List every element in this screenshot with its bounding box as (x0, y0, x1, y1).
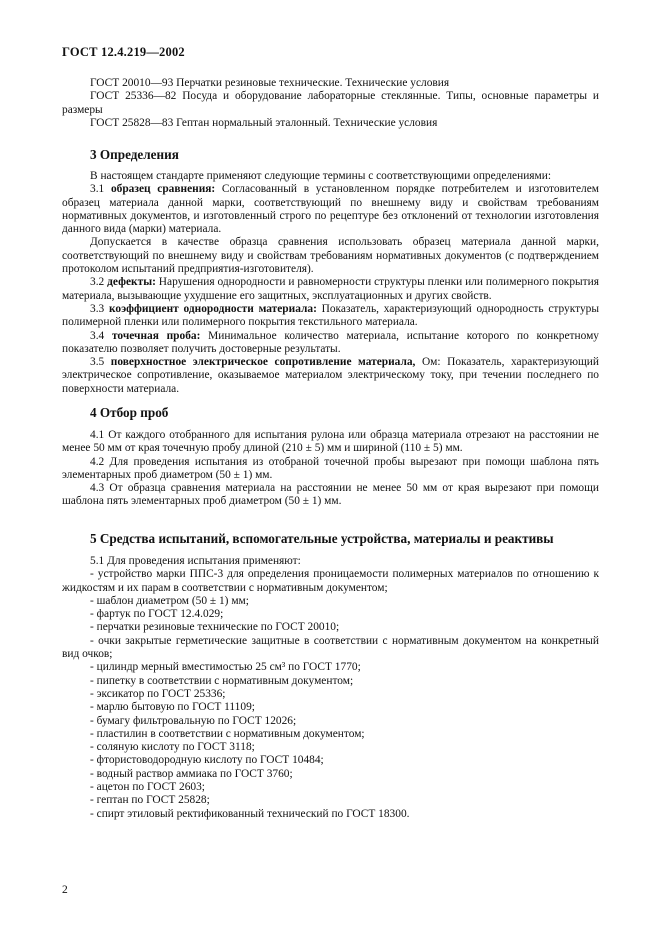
page-number: 2 (62, 884, 68, 896)
definition-text: Нарушения однородности и равномерности структуры пленки или полимерного покрытия материала, вызывающие ухудшение его защитных, эксплуатационных и других свойств. (62, 276, 599, 302)
definition-text: Минимальное количество материала, испытание которого по конкретному показателю позволяет получить достоверные результаты. (62, 329, 599, 355)
clause-4-1: 4.1 От каждого отобранного для испытания рулона или образца материала отрезают на расстоянии не менее 50 мм от края точечную пробу длиной (210 ± 5) мм и шириной (110 ± 5) мм. (62, 429, 599, 455)
definition-number: 3.2 (90, 276, 105, 289)
list-item: - соляную кислоту по ГОСТ 3118; (90, 741, 255, 754)
definition-number: 3.1 (90, 183, 105, 196)
definition-3-1 (62, 183, 599, 236)
section-3-body (62, 170, 599, 396)
definition-text: Ом: Показатель, характеризующий электрическое сопротивление, оказываемое материалом электрическому току, при течении последнего по поверхности материала. (62, 356, 599, 395)
list-item: - марлю бытовую по ГОСТ 11109; (90, 701, 255, 714)
reference-item: ГОСТ 25828—83 Гептан нормальный эталонный. Технические условия (90, 116, 438, 129)
list-item: - эксикатор по ГОСТ 25336; (90, 687, 226, 700)
list-item: - очки закрытые герметические защитные в соответствии с нормативным документом на конкретный вид очков; (62, 634, 599, 661)
list-item: - фтористоводородную кислоту по ГОСТ 10484; (90, 754, 324, 767)
section-5-body (62, 555, 599, 821)
section-5-title: 5 Средства испытаний, вспомогательные устройства, материалы и реактивы (90, 531, 554, 546)
list-item: - фартук по ГОСТ 12.4.029; (90, 608, 224, 621)
section-4-body (62, 429, 599, 509)
clause-4-2: 4.2 Для проведения испытания из отобраной точечной пробы вырезают при помощи шаблона пять элементарных проб диаметром (50 ± 1) мм. (62, 455, 599, 481)
definition-3-2 (62, 276, 599, 303)
list-item: - ацетон по ГОСТ 2603; (90, 781, 205, 794)
clause-4-3: 4.3 От образца сравнения материала на расстоянии не менее 50 мм от края вырезают при помощи шаблона пять элементарных проб диаметром (50 ± 1) мм. (62, 482, 599, 508)
definition-text: Согласованный в установленном порядке потребителем и изготовителем образец материала данной марки, соответствующий по внешнему виду и свойствам требованиям нормативных документов, и изготовленный строго по рецептуре без отклонений от технологии изготовления данного вида (марки) материала. (62, 183, 599, 236)
list-item: - устройство марки ППС-3 для определения проницаемости полимерных материалов по отношению к жидкостям и их парам в соответствии с нормативным документом; (62, 568, 599, 594)
list-item: - пипетку в соответствии с нормативным документом; (90, 674, 354, 687)
definition-number: 3.4 (90, 329, 105, 342)
definition-3-4 (62, 330, 599, 357)
reference-item: ГОСТ 25336—82 Посуда и оборудование лабораторные стеклянные. Типы, основные параметры и размеры (62, 90, 599, 116)
references-block (62, 77, 599, 130)
definition-term: образец сравнения: (110, 183, 216, 196)
list-item: - спирт этиловый ректификованный технический по ГОСТ 18300. (90, 807, 410, 820)
section-4-title: 4 Отбор проб (90, 405, 169, 420)
list-item: - цилиндр мерный вместимостью 25 см³ по ГОСТ 1770; (90, 661, 361, 674)
definition-term: поверхностное электрическое сопротивление материала, (110, 356, 416, 369)
equipment-list (62, 568, 599, 821)
list-item: - шаблон диаметром (50 ± 1) мм; (90, 594, 249, 607)
definition-term: точечная проба: (111, 329, 201, 342)
list-item: - бумагу фильтровальную по ГОСТ 12026; (90, 714, 297, 727)
list-item: - гептан по ГОСТ 25828; (90, 794, 210, 807)
definition-3-5 (62, 356, 599, 396)
definition-text: Показатель, характеризующий однородность структуры полимерной пленки или полимерного покрытия текстильного материала. (62, 302, 599, 329)
clause-5-1: 5.1 Для проведения испытания применяют: (90, 555, 301, 567)
section-3-intro: В настоящем стандарте применяют следующие термины с соответствующими определениями: (90, 170, 552, 182)
list-item: - перчатки резиновые технические по ГОСТ 20010; (90, 621, 340, 634)
definition-term: дефекты: (107, 276, 156, 289)
definition-number: 3.5 (90, 356, 105, 369)
document-header: ГОСТ 12.4.219—2002 (62, 45, 185, 59)
section-3-title: 3 Определения (90, 147, 179, 162)
list-item: - пластилин в соответствии с нормативным документом; (90, 727, 365, 740)
list-item: - водный раствор аммиака по ГОСТ 3760; (90, 767, 293, 780)
definition-3-1-note: Допускается в качестве образца сравнения использовать образец материала данной марки, соответствующий по внешнему виду и свойствам требованиям нормативных документов (с подтверждением протоколом испытаний предприятия-изготовителя). (62, 236, 599, 276)
definition-number: 3.3 (90, 302, 105, 315)
definition-3-3 (62, 303, 599, 330)
definition-term: коэффициент однородности материала: (109, 302, 317, 315)
reference-item: ГОСТ 20010—93 Перчатки резиновые технические. Технические условия (90, 77, 450, 89)
